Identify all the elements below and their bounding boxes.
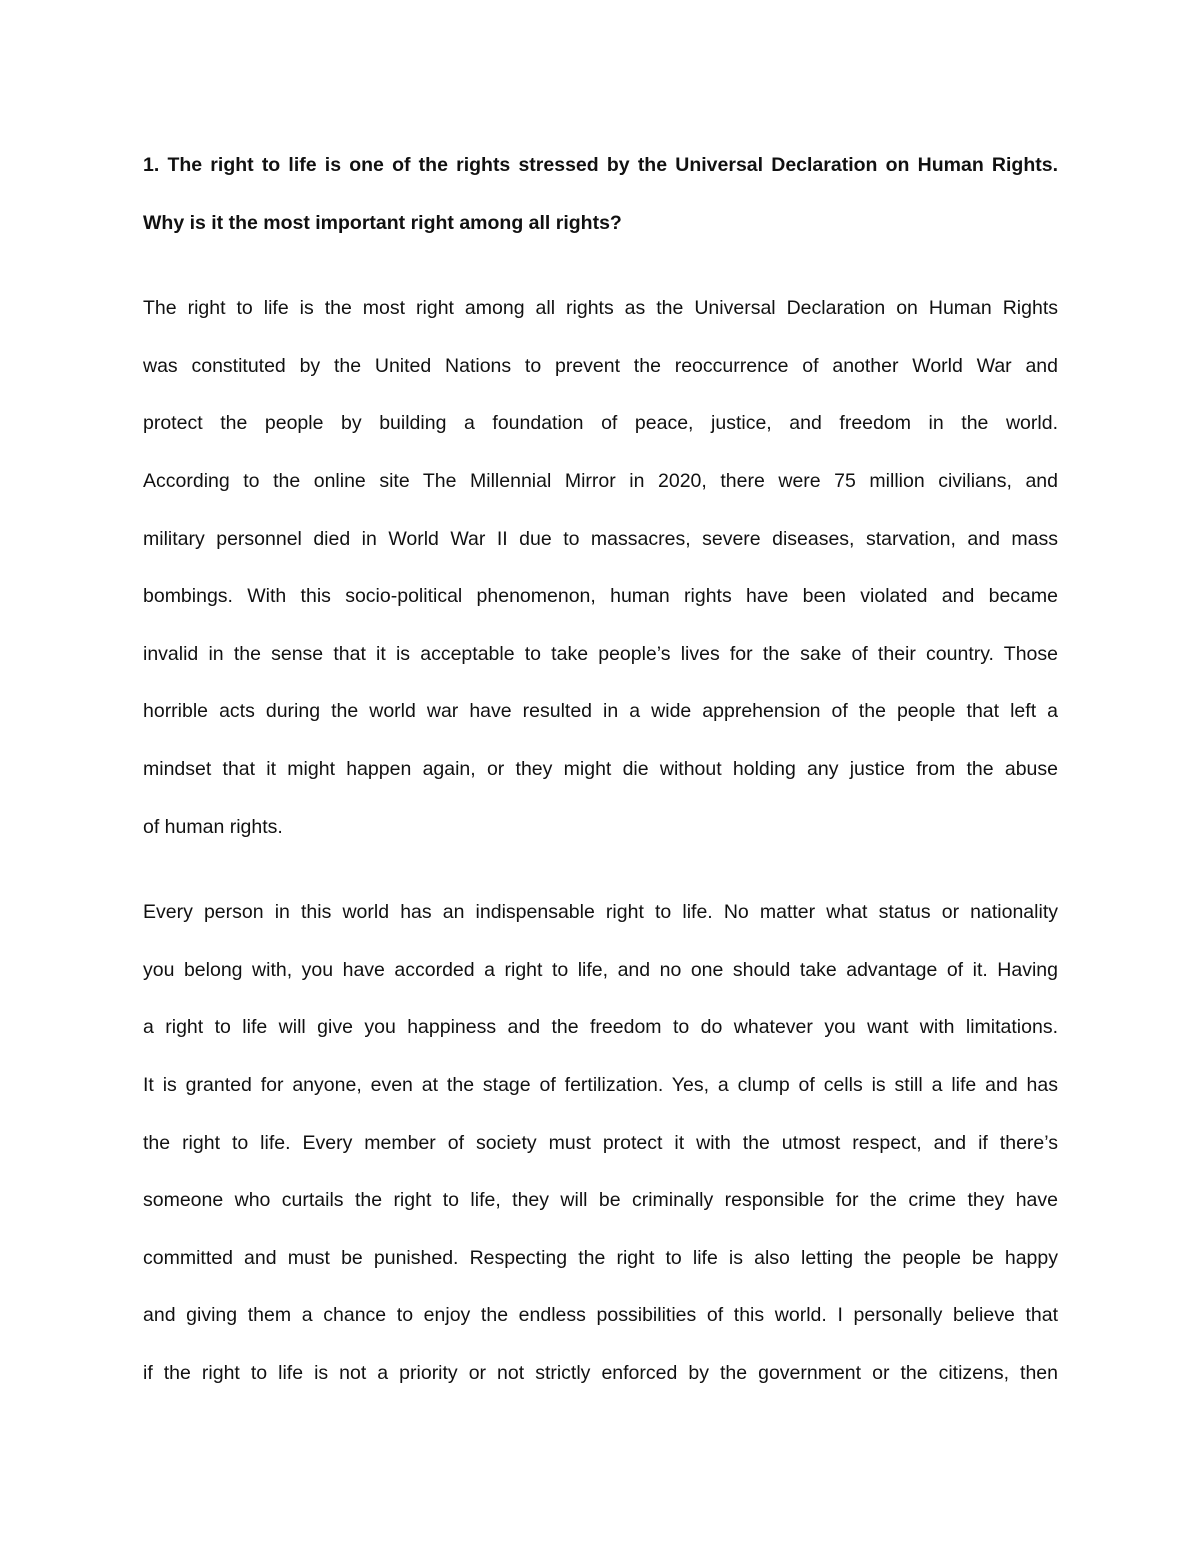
paragraph-line: bombings. With this socio-political phenomenon, human rights have been violated and became: [143, 585, 1058, 608]
paragraph-line: It is granted for anyone, even at the stage of fertilization. Yes, a clump of cells is still a life and has: [143, 1073, 1058, 1096]
question-heading: [143, 137, 1058, 252]
paragraph-line: and giving them a chance to enjoy the endless possibilities of this world. I personally believe that: [143, 1304, 1058, 1327]
paragraph-line: if the right to life is not a priority or not strictly enforced by the government or the citizens, then: [143, 1361, 1058, 1384]
paragraph-gap: [143, 252, 1058, 280]
paragraph-line: mindset that it might happen again, or they might die without holding any justice from the abuse: [143, 757, 1058, 780]
paragraph-2: [143, 884, 1058, 1402]
paragraph-line: The right to life is the most right among all rights as the Universal Declaration on Human Rights: [143, 297, 1058, 320]
paragraph-line: committed and must be punished. Respecting the right to life is also letting the people be happy: [143, 1246, 1058, 1269]
paragraph-line: invalid in the sense that it is acceptable to take people’s lives for the sake of their country. Those: [143, 642, 1058, 665]
paragraph-line: According to the online site The Millennial Mirror in 2020, there were 75 million civilians, and: [143, 469, 1058, 492]
paragraph-line: Every person in this world has an indispensable right to life. No matter what status or nationality: [143, 901, 1058, 924]
paragraph-gap: [143, 856, 1058, 884]
question-line: 1. The right to life is one of the rights stressed by the Universal Declaration on Human Rights.: [143, 154, 1058, 176]
question-line: Why is it the most important right among all rights?: [143, 211, 622, 234]
paragraph-line: a right to life will give you happiness and the freedom to do whatever you want with limitations.: [143, 1016, 1058, 1039]
paragraph-line: military personnel died in World War II due to massacres, severe diseases, starvation, and mass: [143, 527, 1058, 550]
paragraph-line: of human rights.: [143, 815, 283, 838]
paragraph-line: horrible acts during the world war have resulted in a wide apprehension of the people that left a: [143, 700, 1058, 723]
document-body: [143, 137, 1058, 1402]
paragraph-1: [143, 280, 1058, 856]
paragraph-line: you belong with, you have accorded a right to life, and no one should take advantage of it. Having: [143, 958, 1058, 981]
paragraph-line: someone who curtails the right to life, they will be criminally responsible for the crime they have: [143, 1189, 1058, 1212]
paragraph-line: the right to life. Every member of society must protect it with the utmost respect, and if there’s: [143, 1131, 1058, 1154]
paragraph-line: was constituted by the United Nations to prevent the reoccurrence of another World War and: [143, 354, 1058, 377]
paragraph-line: protect the people by building a foundation of peace, justice, and freedom in the world.: [143, 412, 1058, 435]
